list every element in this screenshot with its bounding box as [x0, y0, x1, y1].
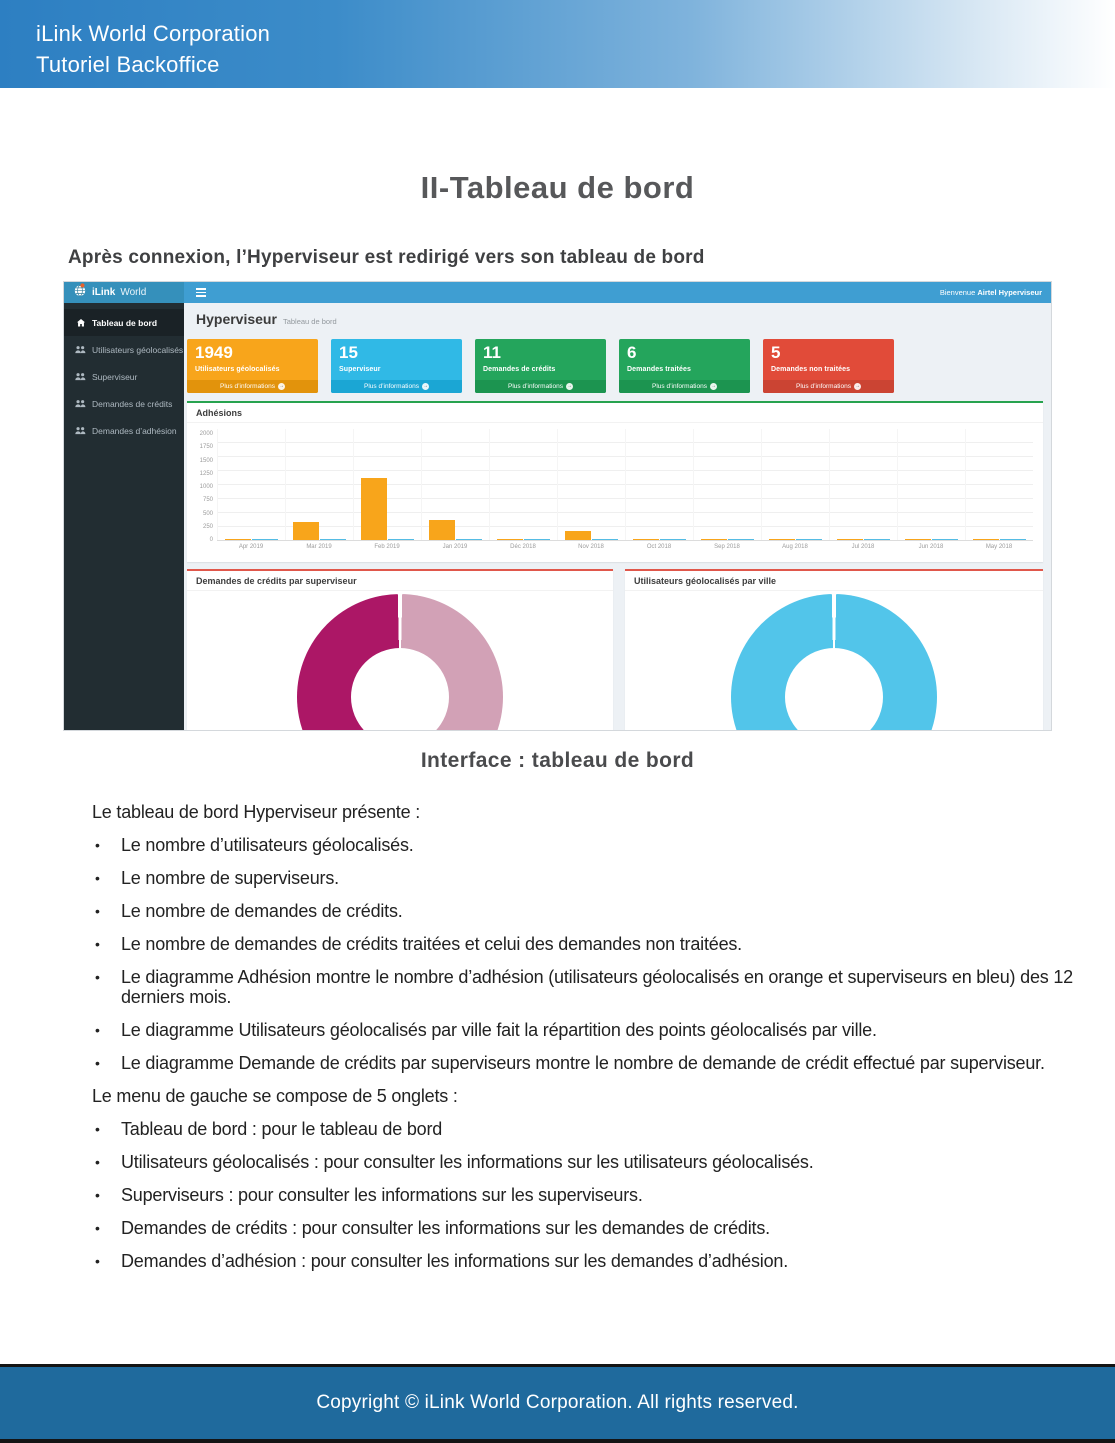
arrow-circle-icon: →: [422, 383, 428, 389]
bar: [932, 539, 958, 540]
brand-logo-area[interactable]: [64, 282, 184, 303]
x-tick-label: Aug 2018: [782, 544, 808, 550]
stat-cards-row: [187, 339, 1043, 393]
more-info-label: Plus d’informations: [508, 383, 563, 390]
bar: [701, 539, 727, 540]
body-text: [92, 802, 1082, 1284]
dashboard-navbar: [64, 282, 1051, 303]
y-tick-label: 250: [202, 523, 213, 530]
users-icon: [75, 372, 86, 381]
users-icon: [75, 345, 86, 354]
users-icon: [75, 399, 86, 408]
users-by-city-panel: [625, 569, 1043, 731]
x-tick-label: Jan 2019: [442, 544, 468, 550]
bar-group: [625, 429, 693, 540]
arrow-circle-icon: →: [278, 383, 284, 389]
body-bullet: • Le nombre de demandes de crédits.: [92, 901, 1082, 921]
sidebar-item[interactable]: [64, 363, 184, 390]
stat-card-label: Utilisateurs géolocalisés: [195, 366, 280, 373]
page-heading-subtitle: Tableau de bord: [282, 317, 337, 326]
stat-card-label: Demandes traitées: [627, 366, 691, 373]
body-bullet: • Demandes de crédits : pour consulter les informations sur les demandes de crédits.: [92, 1218, 1082, 1238]
stat-card: [187, 339, 318, 393]
home-icon: [75, 318, 86, 328]
sidebar-item-label: Tableau de bord: [92, 317, 158, 328]
bar-group: [421, 429, 489, 540]
bar-group: [353, 429, 421, 540]
stat-card-label: Superviseur: [339, 366, 381, 373]
adhesions-bar-chart: [187, 423, 1043, 554]
bar: [456, 539, 482, 540]
welcome-username: Airtel Hyperviseur: [977, 288, 1042, 297]
donut-panels-row: [187, 569, 1043, 731]
bar-chart-plot-area: [217, 429, 1033, 554]
x-tick-label: Jun 2018: [918, 544, 944, 550]
bar: [633, 539, 659, 540]
x-tick-label: Apr 2019: [238, 544, 264, 550]
x-tick-label: Feb 2019: [374, 544, 400, 550]
bar: [565, 531, 591, 540]
x-tick-label: Déc 2018: [510, 544, 536, 550]
copyright-text: Copyright © iLink World Corporation. All rights reserved.: [316, 1392, 799, 1413]
brand-name-bold: iLink: [92, 287, 116, 298]
bar-group: [897, 429, 965, 540]
adhesions-panel: [187, 401, 1043, 562]
body-bullet: • Le nombre de superviseurs.: [92, 868, 1082, 888]
more-info-link[interactable]: [475, 380, 606, 393]
users-by-city-title: Utilisateurs géolocalisés par ville: [625, 571, 1043, 591]
stat-card-value: 5: [771, 343, 781, 362]
stat-card: [331, 339, 462, 393]
users-icon: [75, 426, 86, 435]
dashboard-screenshot: [63, 281, 1052, 731]
body-intro: Le tableau de bord Hyperviseur présente :: [92, 802, 421, 822]
globe-logo-icon: [73, 283, 87, 302]
bar: [252, 539, 278, 540]
body-bullet: • Utilisateurs géolocalisés : pour consulter les informations sur les utilisateurs géolocalisés.: [92, 1152, 1082, 1172]
y-tick-label: 1500: [199, 457, 213, 464]
dashboard-main: [184, 303, 1052, 731]
dashboard-sidebar: [64, 303, 184, 731]
bar-group: [217, 429, 285, 540]
sidebar-item[interactable]: [64, 390, 184, 417]
stat-card: [475, 339, 606, 393]
body-menu-intro: Le menu de gauche se compose de 5 onglets :: [92, 1086, 458, 1106]
bar: [837, 539, 863, 540]
more-info-link[interactable]: [331, 380, 462, 393]
bar: [796, 539, 822, 540]
stat-card-value: 11: [483, 343, 501, 362]
more-info-label: Plus d’informations: [364, 383, 419, 390]
body-bullet: • Tableau de bord : pour le tableau de bord: [92, 1119, 1082, 1139]
bar-group: [285, 429, 353, 540]
body-bullet: • Le diagramme Adhésion montre le nombre d’adhésion (utilisateurs géolocalisés en orange et superviseurs en bleu) des 12 derniers mois.: [92, 967, 1082, 1007]
more-info-link[interactable]: [187, 380, 318, 393]
sidebar-item[interactable]: [64, 417, 184, 444]
bar: [905, 539, 931, 540]
welcome-label: Bienvenue: [939, 288, 976, 297]
bar: [864, 539, 890, 540]
more-info-link[interactable]: [619, 380, 750, 393]
x-tick-label: May 2018: [985, 544, 1013, 550]
y-tick-label: 1000: [199, 484, 213, 490]
body-bullet: • Demandes d’adhésion : pour consulter les informations sur les demandes d’adhésion.: [92, 1251, 1082, 1271]
more-info-label: Plus d’informations: [796, 383, 851, 390]
arrow-circle-icon: →: [566, 383, 572, 389]
bar: [524, 539, 550, 540]
sidebar-item-label: Demandes de crédits: [92, 398, 173, 409]
y-tick-label: 0: [209, 537, 213, 543]
x-tick-label: Oct 2018: [646, 544, 672, 550]
bar: [388, 539, 414, 540]
arrow-circle-icon: →: [710, 383, 716, 389]
y-tick-label: 500: [202, 510, 213, 517]
bar: [592, 539, 618, 540]
y-tick-label: 2000: [199, 431, 213, 437]
stat-card-value: 1949: [195, 343, 233, 362]
bar: [769, 539, 795, 540]
bar-group: [693, 429, 761, 540]
banner-doc-name: Tutoriel Backoffice: [36, 52, 220, 77]
bar-chart-y-axis: [195, 429, 217, 541]
credits-by-supervisor-panel: [187, 569, 613, 731]
x-tick-label: Sep 2018: [714, 544, 740, 550]
brand-name-regular: World: [120, 287, 147, 298]
arrow-circle-icon: →: [854, 383, 860, 389]
stat-card-label: Demandes de crédits: [483, 366, 556, 373]
section-title: II-Tableau de bord: [420, 170, 695, 205]
credits-by-supervisor-donut-chart: [297, 594, 503, 731]
bar: [429, 520, 455, 540]
body-bullet-list-1: [92, 835, 1082, 1073]
body-bullet: • Le nombre d’utilisateurs géolocalisés.: [92, 835, 1082, 855]
bar: [320, 539, 346, 540]
sidebar-item[interactable]: [64, 336, 184, 363]
hamburger-menu-icon[interactable]: [184, 288, 218, 297]
body-bullet: • Le diagramme Demande de crédits par superviseurs montre le nombre de demande de crédit effectué par superviseur.: [92, 1053, 1082, 1073]
bar: [660, 539, 686, 540]
bar: [225, 539, 251, 540]
bar: [361, 478, 387, 540]
bar: [293, 522, 319, 540]
page-heading-title: Hyperviseur: [196, 311, 277, 327]
users-by-city-donut-chart: [731, 594, 937, 731]
stat-card: [619, 339, 750, 393]
bar-group: [761, 429, 829, 540]
body-bullet: • Superviseurs : pour consulter les informations sur les superviseurs.: [92, 1185, 1082, 1205]
y-tick-label: 1750: [199, 444, 213, 451]
page-footer: [0, 1364, 1115, 1443]
bar-group: [489, 429, 557, 540]
bar-group: [829, 429, 897, 540]
body-bullet: • Le diagramme Utilisateurs géolocalisés par ville fait la répartition des points géolocalisés par ville.: [92, 1020, 1082, 1040]
sidebar-item-label: Superviseur: [92, 371, 138, 382]
body-bullet: • Le nombre de demandes de crédits traitées et celui des demandes non traitées.: [92, 934, 1082, 954]
x-tick-label: Jul 2018: [851, 544, 875, 550]
adhesions-panel-title: Adhésions: [187, 403, 1043, 423]
more-info-label: Plus d’informations: [652, 383, 707, 390]
x-tick-label: Mar 2019: [306, 544, 332, 550]
stat-card-value: 15: [339, 343, 358, 362]
bar-group: [965, 429, 1033, 540]
stat-card-label: Demandes non traitées: [771, 366, 851, 373]
more-info-link[interactable]: [763, 380, 894, 393]
sidebar-item-label: Demandes d’adhésion: [92, 425, 177, 436]
welcome-user[interactable]: [940, 288, 1051, 297]
sidebar-item-label: Utilisateurs géolocalisés: [92, 344, 184, 355]
banner-company: iLink World Corporation: [36, 21, 271, 46]
stat-card-value: 6: [627, 343, 637, 362]
bar-chart-x-axis: [217, 541, 1033, 554]
bar: [1000, 539, 1026, 540]
body-bullet-list-2: [92, 1119, 1082, 1271]
y-tick-label: 750: [202, 497, 213, 504]
stat-card: [763, 339, 894, 393]
figure-caption: Interface : tableau de bord: [420, 749, 695, 772]
bar: [728, 539, 754, 540]
bar: [973, 539, 999, 540]
section-subtitle: Après connexion, l’Hyperviseur est redirigé vers son tableau de bord: [68, 247, 705, 268]
x-tick-label: Nov 2018: [578, 544, 604, 550]
bar: [497, 539, 523, 540]
more-info-label: Plus d’informations: [220, 383, 275, 390]
sidebar-item[interactable]: [64, 309, 184, 336]
y-tick-label: 1250: [199, 470, 213, 477]
page-heading: [187, 311, 1043, 331]
credits-by-supervisor-title: Demandes de crédits par superviseur: [187, 571, 613, 591]
bar-group: [557, 429, 625, 540]
page-banner: [0, 0, 1115, 88]
